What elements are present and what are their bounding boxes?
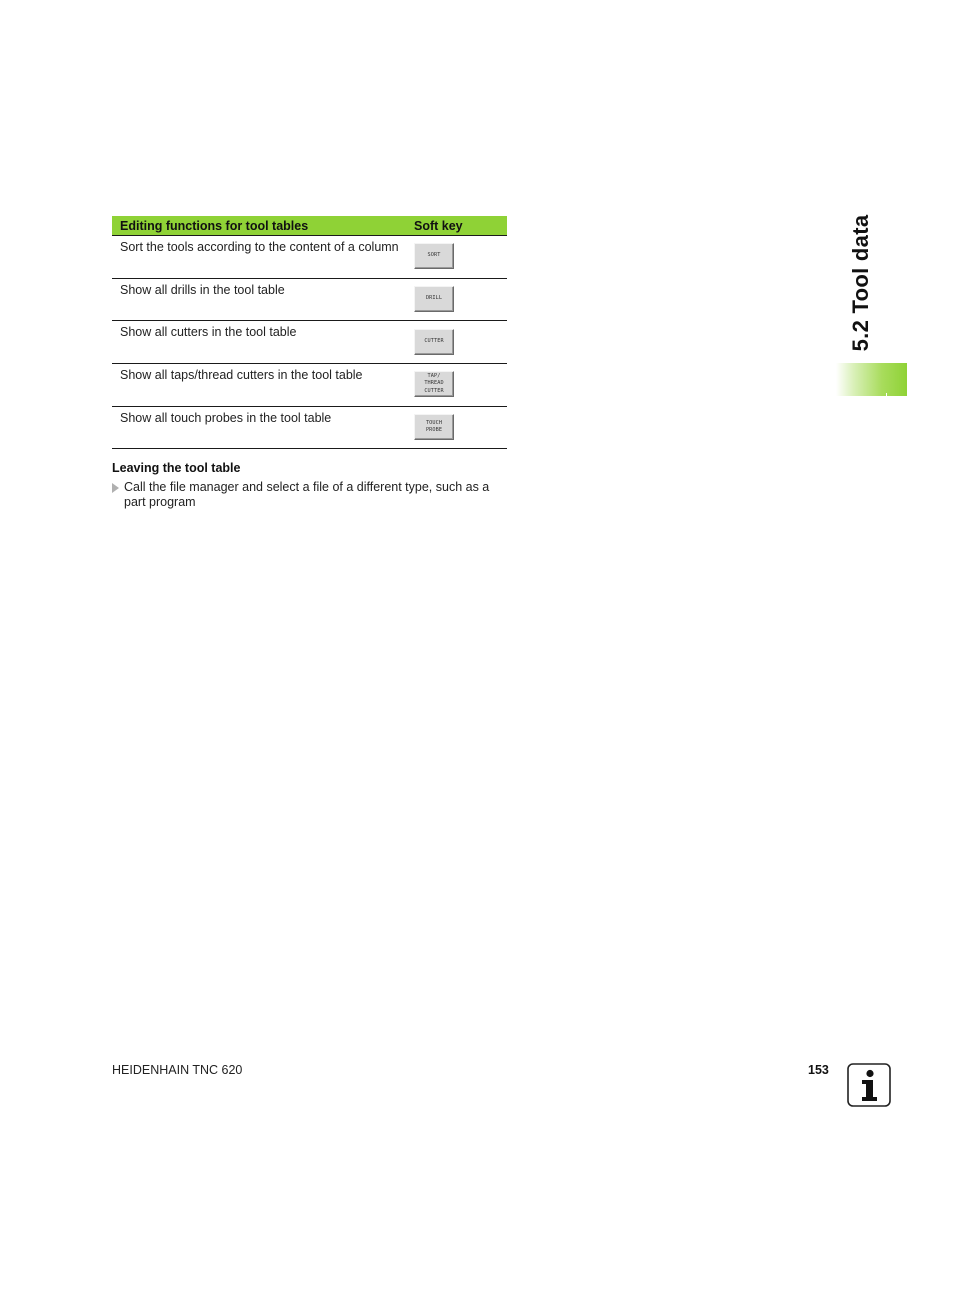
softkey-label-line: CUTTER — [424, 387, 444, 394]
softkey-label-line: PROBE — [425, 427, 443, 433]
row-description: Sort the tools according to the content of a column — [120, 240, 399, 254]
chapter-side-title — [836, 213, 886, 353]
row-softkey-cell — [414, 364, 507, 406]
softkey-label-line: SORT — [427, 252, 441, 259]
row-softkey-cell — [414, 279, 507, 320]
row-description: Show all taps/thread cutters in the tool table — [120, 368, 363, 382]
table-row — [112, 235, 507, 278]
softkey-touch-probe[interactable] — [414, 414, 454, 440]
page-number: 153 — [808, 1063, 829, 1077]
bullet-text: Call the file manager and select a file of a different type, such as a part program — [124, 480, 490, 509]
header-softkey: Soft key — [414, 218, 463, 233]
header-function: Editing functions for tool tables — [120, 218, 309, 233]
softkey-sort[interactable] — [414, 243, 454, 269]
row-softkey-cell — [414, 407, 507, 448]
bullet-triangle-icon — [112, 483, 119, 493]
softkey-label-line: TAP/ — [427, 372, 441, 379]
softkey-label-line: TOUCH — [425, 419, 443, 426]
footer-product: HEIDENHAIN TNC 620 — [112, 1063, 243, 1077]
leaving-heading: Leaving the tool table — [112, 461, 241, 475]
table-header — [112, 216, 507, 235]
leaving-bullet — [112, 480, 512, 509]
table-row — [112, 363, 507, 406]
softkey-drill[interactable] — [414, 286, 454, 312]
softkey-label-line: CUTTER — [424, 338, 444, 345]
softkey-tap-thread-cutter[interactable] — [414, 371, 454, 397]
row-description: Show all drills in the tool table — [120, 283, 285, 297]
row-description: Show all cutters in the tool table — [120, 325, 297, 339]
row-softkey-cell — [414, 321, 507, 363]
chapter-title-text: 5.2 Tool data — [848, 214, 873, 352]
info-icon — [847, 1063, 891, 1107]
softkey-cutter[interactable] — [414, 329, 454, 355]
softkey-label-line: THREAD — [424, 380, 444, 387]
table-row — [112, 278, 507, 320]
softkey-label-line: DRILL — [425, 295, 443, 302]
row-description: Show all touch probes in the tool table — [120, 411, 332, 425]
table-row — [112, 320, 507, 363]
tab-notch — [886, 393, 887, 396]
row-softkey-cell — [414, 236, 507, 278]
editing-functions-table — [112, 216, 507, 449]
chapter-tab-marker — [836, 363, 907, 396]
table-row — [112, 406, 507, 449]
